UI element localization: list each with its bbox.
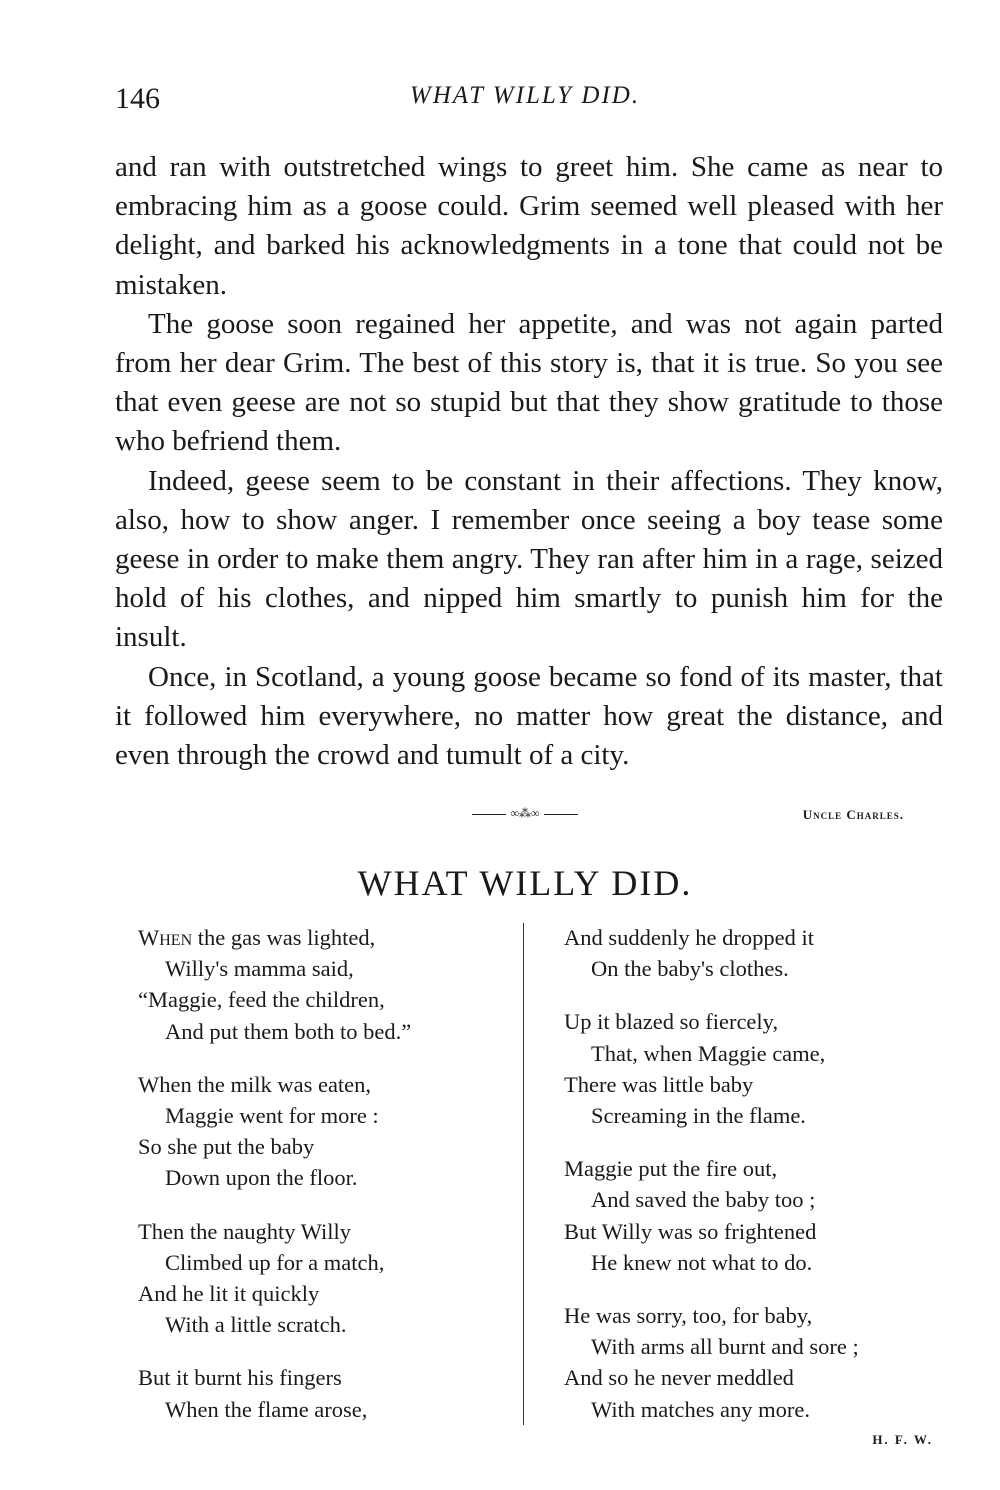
running-title: WHAT WILLY DID. (409, 82, 641, 109)
prose-body (115, 148, 943, 775)
poem-line: That, when Maggie came, (591, 1040, 826, 1066)
poem-author: H. F. W. (872, 1432, 933, 1447)
poem-line: With a little scratch. (165, 1312, 347, 1338)
poem-line: When the flame arose, (165, 1396, 368, 1422)
poem-left-column (138, 922, 508, 1447)
poem-line: On the baby's clothes. (591, 956, 789, 982)
poem-line: And suddenly he dropped it (564, 925, 814, 950)
poem-line: But Willy was so frightened (564, 1218, 817, 1244)
stanza (138, 1069, 508, 1194)
poem-title: WHAT WILLY DID. (357, 863, 693, 903)
poem-line: With matches any more. (591, 1396, 811, 1422)
page-number: 146 (115, 82, 160, 115)
poem-line-text: the gas was lighted, (197, 925, 376, 950)
paragraph: Indeed, geese seem to be constant in their affections. They know, also, how to show anger. I remember once seeing a boy tease some geese in order to make them angry. They ran after him in a rage, seized hold of his clothes, and nipped him smartly to punish him for the insult. (115, 464, 943, 654)
poem-line: When the milk was eaten, (138, 1071, 372, 1097)
poem-line: He was sorry, too, for baby, (564, 1303, 813, 1329)
poem-line: And so he never meddled (564, 1365, 794, 1391)
stanza (564, 1006, 944, 1131)
poem-line: There was little baby (564, 1071, 754, 1097)
poem-line: “Maggie, feed the children, (138, 987, 385, 1013)
stanza (564, 922, 944, 984)
poem-line: Down upon the floor. (165, 1165, 358, 1191)
column-divider (523, 923, 524, 1425)
stanza (564, 1300, 944, 1425)
poem-line: And he lit it quickly (138, 1281, 320, 1307)
stanza (138, 1216, 508, 1341)
prose-signature: Uncle Charles. (802, 807, 904, 822)
poem-line: Up it blazed so fiercely, (564, 1009, 779, 1035)
paragraph: and ran with outstretched wings to greet him. She came as near to embracing him as a goose could. Grim seemed well pleased with her delight, and barked his acknowledgments in a tone that could not be mistaken. (115, 151, 943, 301)
paragraph: Once, in Scotland, a young goose became so fond of its master, that it followed him everywhere, no matter how great the distance, and even through the crowd and tumult of a city. (115, 660, 943, 772)
section-ornament: ∞⁂∞ (455, 806, 595, 821)
poem-line: Then the naughty Willy (138, 1218, 352, 1244)
poem-line: And saved the baby too ; (591, 1187, 816, 1213)
stanza (138, 922, 508, 1047)
paragraph: The goose soon regained her appetite, and was not again parted from her dear Grim. The best of this story is, that it is true. So you see that even geese are not so stupid but that they show gratitude to those who befriend them. (115, 307, 943, 458)
stanza (564, 1153, 944, 1278)
stanza (138, 1362, 508, 1424)
poem-line: And put them both to bed.” (165, 1018, 412, 1044)
first-word: When (138, 925, 193, 950)
poem-line: But it burnt his fingers (138, 1365, 342, 1391)
poem-line: Willy's mamma said, (165, 956, 354, 982)
poem-line: So she put the baby (138, 1134, 315, 1160)
poem-line: With arms all burnt and sore ; (591, 1334, 859, 1360)
poem-line: Maggie went for more : (165, 1103, 379, 1129)
poem-line: Screaming in the flame. (591, 1103, 806, 1129)
poem-line: He knew not what to do. (591, 1249, 813, 1275)
poem-line: Maggie put the fire out, (564, 1156, 778, 1182)
poem-line (138, 922, 508, 953)
poem-right-column (564, 922, 944, 1447)
poem-line: Climbed up for a match, (165, 1249, 385, 1275)
